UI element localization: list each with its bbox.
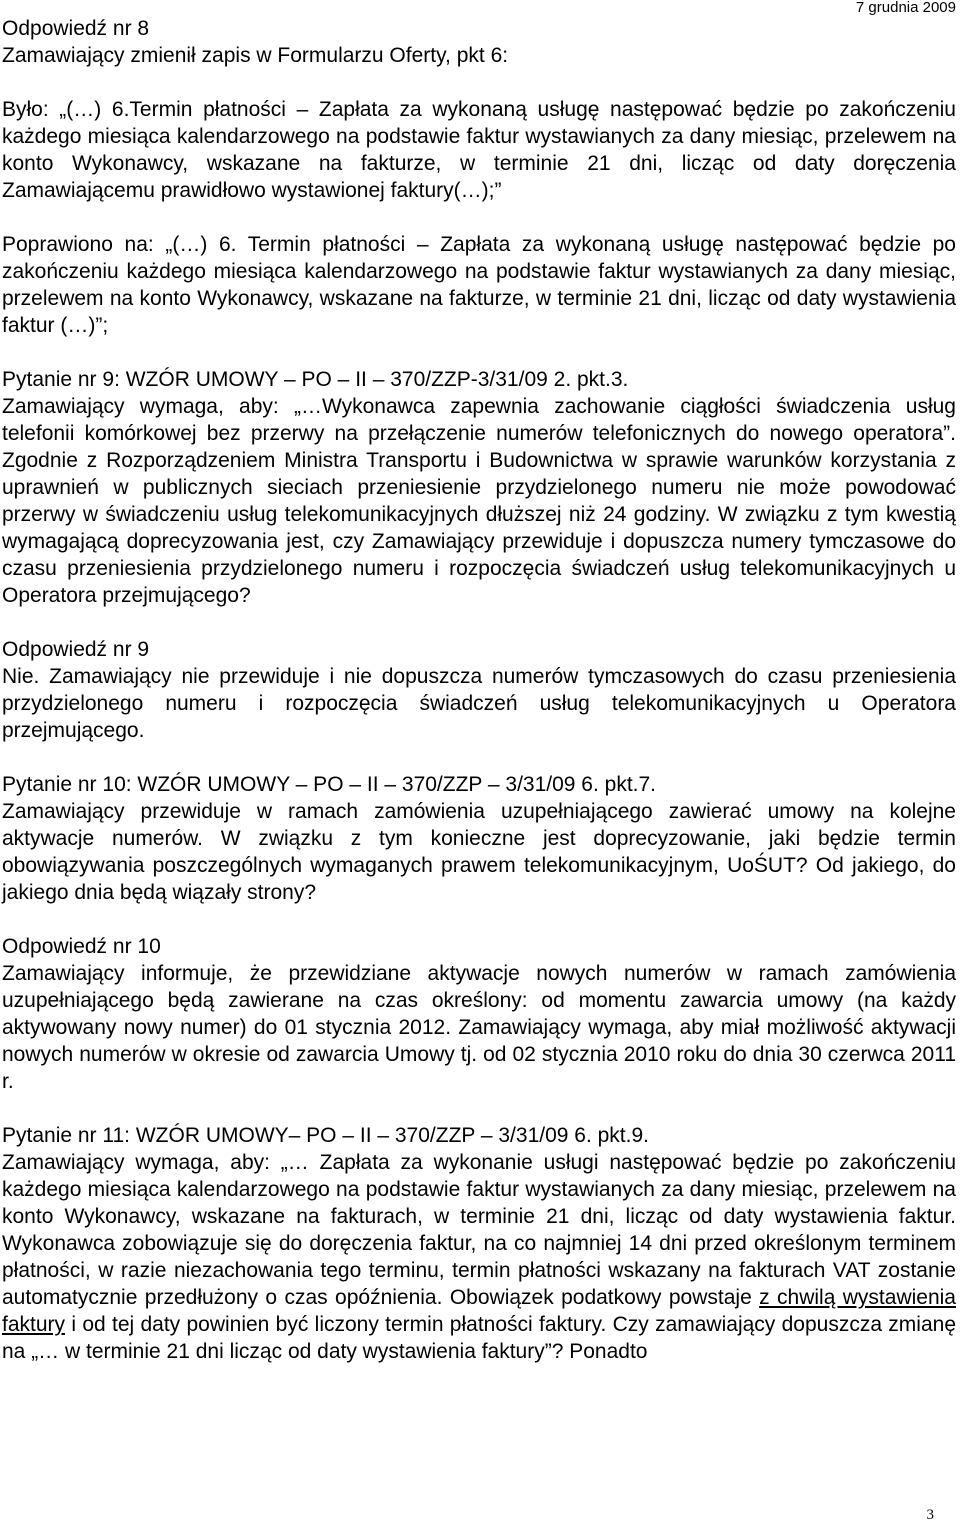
question-11-underlined-text: z chwilą wystawienia faktury — [2, 1286, 956, 1336]
page-number: 3 — [926, 1507, 934, 1523]
question-11-text — [2, 1149, 956, 1365]
answer-8-intro: Zamawiający zmienił zapis w Formularzu Oferty, pkt 6: — [2, 44, 509, 67]
answer-8-title: Odpowiedź nr 8 — [2, 17, 150, 40]
question-9-title: Pytanie nr 9: WZÓR UMOWY – PO – II – 370/ZZP-3/31/09 2. pkt.3. — [2, 368, 629, 391]
question-11-text-after: i od tej daty powinien być liczony termin płatności faktury. Czy zamawiający dopuszcza zmianę na „… w terminie 21 dni licząc od daty wystawienia faktury”? Ponadto — [2, 1313, 956, 1363]
spacer — [2, 339, 956, 366]
question-10-text: Zamawiający przewiduje w ramach zamówienia uzupełniającego zawierać umowy na kolejne aktywacje numerów. W związku z tym konieczne jest doprecyzowanie, jaki będzie termin obowiązywania poszczególnych wymaganych prawem telekomunikacyjnym, UoŚUT? Od jakiego, do jakiego dnia będą wiązały strony? — [2, 800, 956, 904]
answer-10-text: Zamawiający informuje, że przewidziane aktywacje nowych numerów w ramach zamówienia uzupełniającego będą zawierane na czas określony: od momentu zawarcia umowy (na każdy aktywowany nowy numer) do 01 stycznia 2012. Zamawiający wymaga, aby miał możliwość aktywacji nowych numerów w okresie od zawarcia Umowy tj. od 02 stycznia 2010 roku do dnia 30 czerwca 2011 r. — [2, 962, 956, 1093]
spacer — [2, 1095, 956, 1122]
answer-8-previous-text: Było: „(…) 6.Termin płatności – Zapłata za wykonaną usługę następować będzie po zakończeniu każdego miesiąca kalendarzowego na podstawie faktur wystawianych za dany miesiąc, przelewem na konto Wykonawcy, wskazane na fakturze, w terminie 21 dni, licząc od daty doręczenia Zamawiającemu prawidłowo wystawionej faktury(…);” — [2, 98, 956, 202]
spacer — [2, 204, 956, 231]
answer-9-text: Nie. Zamawiający nie przewiduje i nie dopuszcza numerów tymczasowych do czasu przeniesienia przydzielonego numeru i rozpoczęcia świadczeń usług telekomunikacyjnych u Operatora przejmującego. — [2, 665, 956, 742]
document-date: 7 grudnia 2009 — [855, 0, 956, 16]
question-10-title: Pytanie nr 10: WZÓR UMOWY – PO – II – 370/ZZP – 3/31/09 6. pkt.7. — [2, 773, 657, 796]
answer-9-title: Odpowiedź nr 9 — [2, 638, 150, 661]
answer-10-title: Odpowiedź nr 10 — [2, 935, 161, 958]
spacer — [2, 609, 956, 636]
question-11-text-before: Zamawiający wymaga, aby: „… Zapłata za wykonanie usługi następować będzie po zakończeniu każdego miesiąca kalendarzowego na podstawie faktur wystawianych za dany miesiąc, przelewem na konto Wykonawcy, wskazane na fakturach, w terminie 21 dni, licząc od daty wystawienia faktur. Wykonawca zobowiązuje się do doręczenia faktur, na co najmniej 14 dni przed określonym terminem płatności, w razie niezachowania tego terminu, termin płatności wskazany na fakturach VAT zostanie automatycznie przedłużony o czas opóźnienia. Obowiązek podatkowy powstaje — [2, 1151, 956, 1309]
answer-8-corrected-text: Poprawiono na: „(…) 6. Termin płatności – Zapłata za wykonaną usługę następować będzie po zakończeniu każdego miesiąca kalendarzowego na podstawie faktur wystawianych za dany miesiąc, przelewem na konto Wykonawcy, wskazane na fakturze, w terminie 21 dni, licząc od daty wystawienia faktur (…)”; — [2, 233, 956, 337]
document-body — [2, 15, 956, 1365]
question-9-text: Zamawiający wymaga, aby: „…Wykonawca zapewnia zachowanie ciągłości świadczenia usług telefonii komórkowej bez przerwy na przełączenie numerów telefonicznych do nowego operatora”. Zgodnie z Rozporządzeniem Ministra Transportu i Budownictwa w sprawie warunków korzystania z uprawnień w publicznych sieciach przeniesienie przydzielonego numeru nie może powodować przerwy w świadczeniu usług telekomunikacyjnych dłuższej niż 24 godziny. W związku z tym kwestią wymagającą doprecyzowania jest, czy Zamawiający przewiduje i dopuszcza numery tymczasowe do czasu przeniesienia przydzielonego numeru i rozpoczęcia świadczeń usług telekomunikacyjnych u Operatora przejmującego? — [2, 395, 956, 607]
spacer — [2, 744, 956, 771]
spacer — [2, 906, 956, 933]
question-11-title: Pytanie nr 11: WZÓR UMOWY– PO – II – 370/ZZP – 3/31/09 6. pkt.9. — [2, 1124, 649, 1147]
spacer — [2, 69, 956, 96]
